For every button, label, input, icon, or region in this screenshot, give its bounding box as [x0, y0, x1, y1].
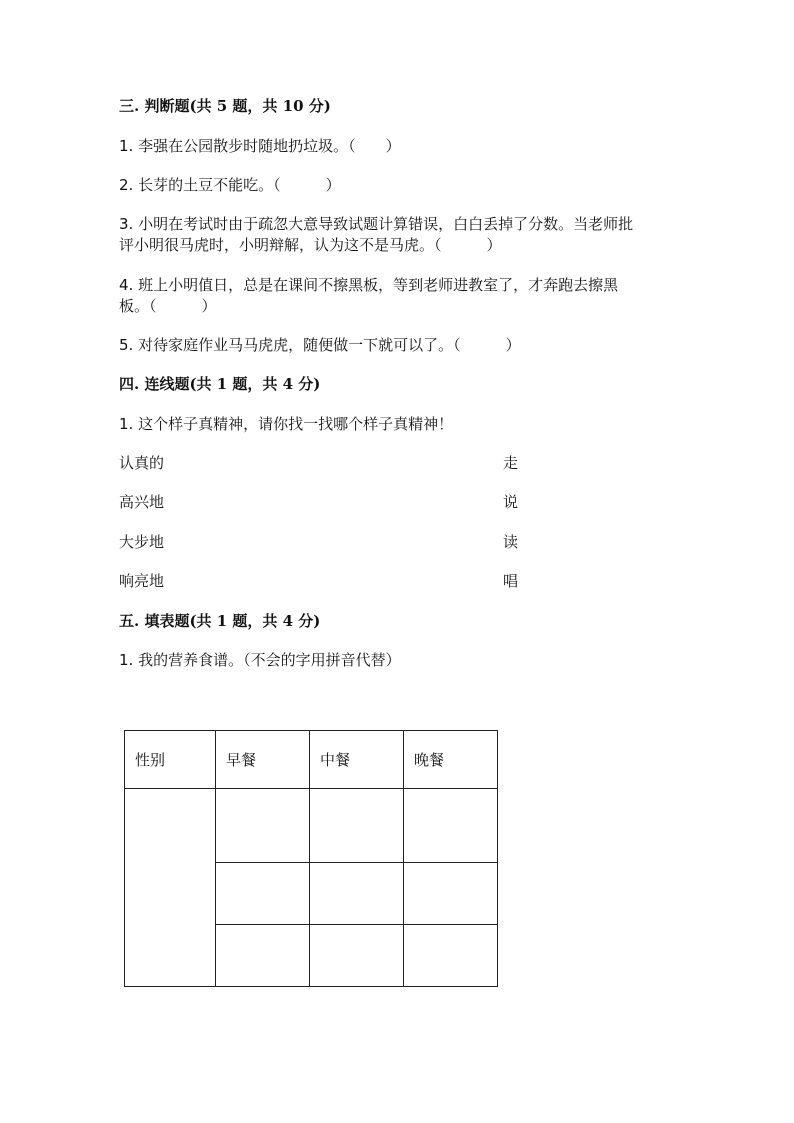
match-right-item[interactable]: 唱: [503, 572, 519, 590]
header-lunch: 中餐: [310, 731, 404, 789]
breakfast-cell[interactable]: [216, 789, 310, 863]
header-breakfast: 早餐: [216, 731, 310, 789]
question-3-5: 5. 对待家庭作业马马虎虎，随便做一下就可以了。（ ）: [119, 336, 521, 354]
match-left-item[interactable]: 认真的: [119, 454, 165, 472]
lunch-cell[interactable]: [310, 789, 404, 863]
header-gender: 性别: [125, 731, 216, 789]
breakfast-cell[interactable]: [216, 863, 310, 925]
match-right-item[interactable]: 走: [503, 454, 519, 472]
question-3-4-line-2: 板。（ ）: [119, 297, 217, 315]
question-3-4-line-1: 4. 班上小明值日，总是在课间不擦黑板，等到老师进教室了，才奔跑去擦黑: [119, 276, 619, 294]
match-left-item[interactable]: 响亮地: [119, 572, 165, 590]
section-5-heading: 五. 填表题(共 1 题，共 4 分): [119, 612, 321, 630]
dinner-cell[interactable]: [404, 925, 498, 987]
lunch-cell[interactable]: [310, 863, 404, 925]
question-4-1: 1. 这个样子真精神，请你找一找哪个样子真精神！: [119, 415, 454, 433]
question-3-1: 1. 李强在公园散步时随地扔垃圾。（ ）: [119, 137, 401, 155]
question-3-3-line-1: 3. 小明在考试时由于疏忽大意导致试题计算错误，白白丢掉了分数。当老师批: [119, 215, 634, 233]
question-5-1: 1. 我的营养食谱。（不会的字用拼音代替）: [119, 651, 401, 669]
gender-cell[interactable]: [125, 789, 216, 987]
question-3-2: 2. 长芽的土豆不能吃。（ ）: [119, 176, 341, 194]
header-dinner: 晚餐: [404, 731, 498, 789]
match-left-item[interactable]: 大步地: [119, 533, 165, 551]
dinner-cell[interactable]: [404, 863, 498, 925]
nutrition-menu-table: [124, 730, 498, 987]
dinner-cell[interactable]: [404, 789, 498, 863]
match-right-item[interactable]: 说: [503, 493, 519, 511]
section-3-heading: 三. 判断题(共 5 题，共 10 分): [119, 97, 331, 115]
table-header-row: [125, 731, 498, 789]
section-4-heading: 四. 连线题(共 1 题，共 4 分): [119, 375, 321, 393]
match-right-item[interactable]: 读: [503, 533, 519, 551]
lunch-cell[interactable]: [310, 925, 404, 987]
question-3-3-line-2: 评小明很马虎时，小明辩解，认为这不是马虎。（ ）: [119, 236, 502, 254]
breakfast-cell[interactable]: [216, 925, 310, 987]
match-left-item[interactable]: 高兴地: [119, 493, 165, 511]
table-row: [125, 789, 498, 863]
